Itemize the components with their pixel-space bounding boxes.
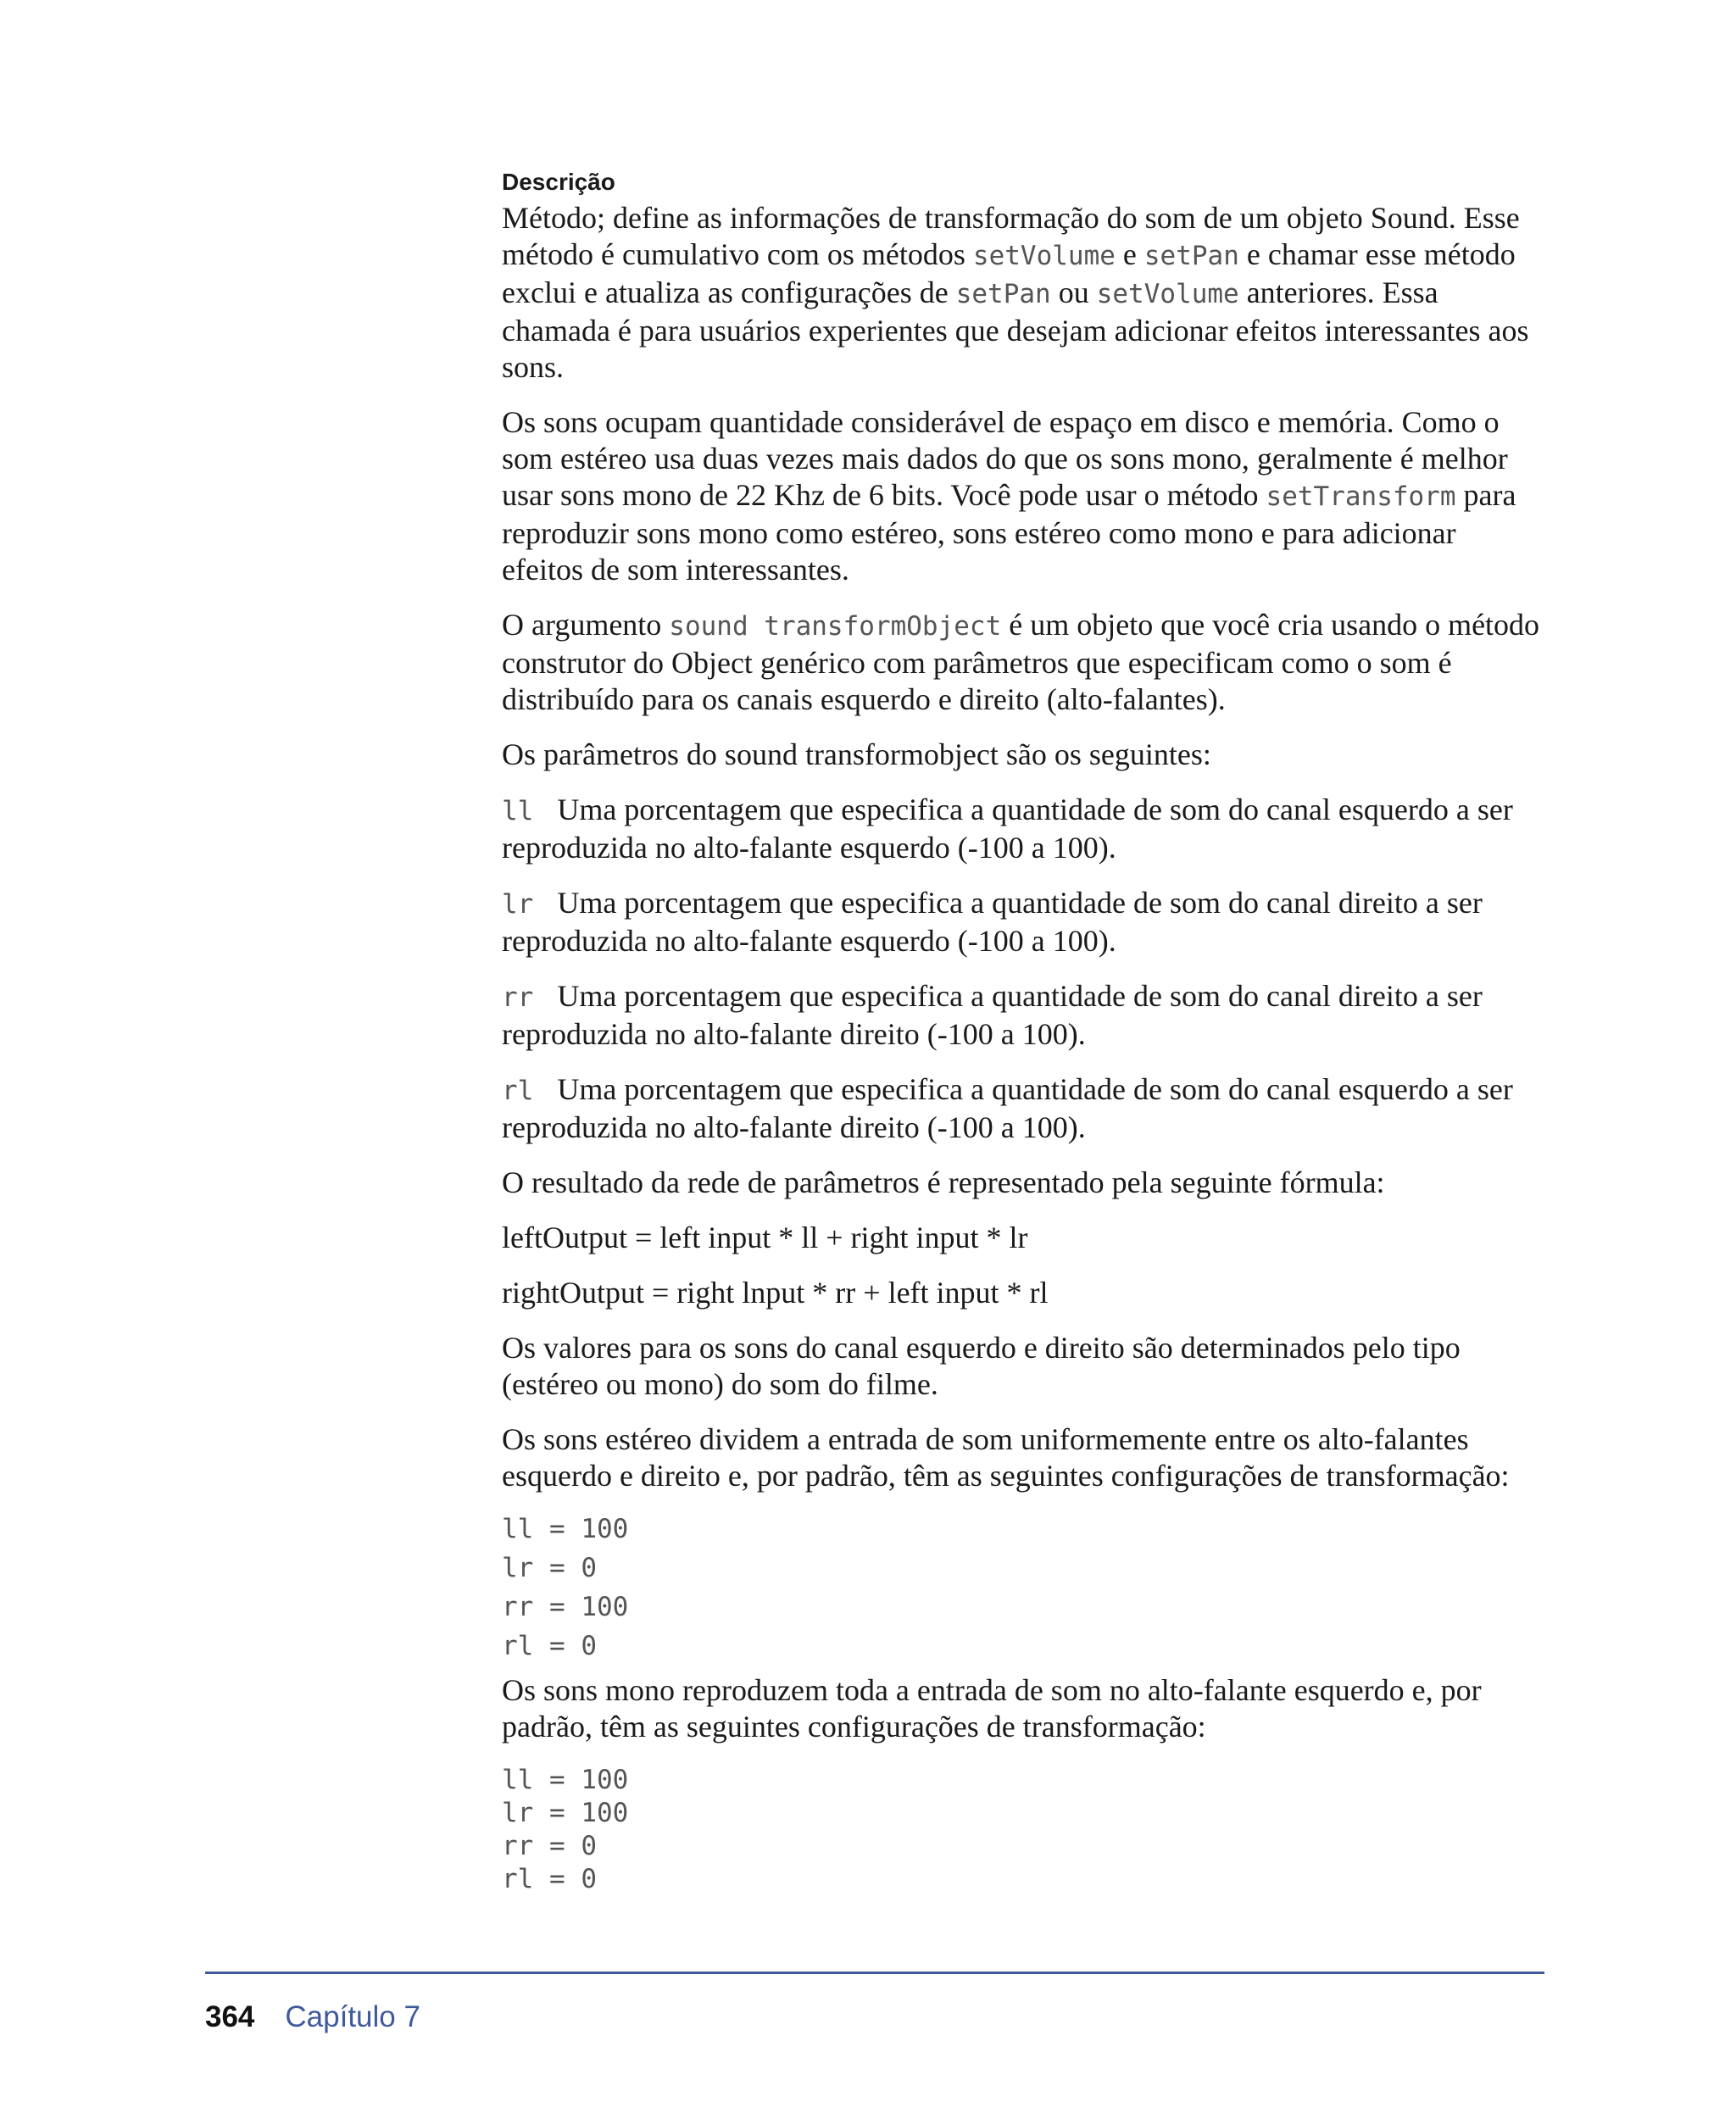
code-line: rr = 100 <box>502 1592 629 1622</box>
code-line: lr = 0 <box>502 1553 597 1583</box>
text: e <box>1115 237 1144 271</box>
param-text: Uma porcentagem que especifica a quantidade de som do canal direito a ser reproduzida no alto-falante direito (-100 a 100). <box>502 979 1483 1051</box>
text: ou <box>1050 275 1097 309</box>
param-rl <box>502 1071 1544 1146</box>
paragraph-parameters-intro: Os parâmetros do sound transformobject são os seguintes: <box>502 737 1211 771</box>
param-key: lr <box>502 889 534 920</box>
param-key: ll <box>502 796 534 826</box>
text: anteriores. Essa chamada é para usuários experientes que desejam adicionar efeitos interessantes aos sons. <box>502 275 1529 384</box>
page-content <box>502 168 1544 1896</box>
paragraph-method-description <box>502 200 1544 386</box>
param-ll <box>502 792 1544 866</box>
chapter-label: Capítulo 7 <box>285 2000 420 2033</box>
text: é um objeto que você cria usando o método construtor do Object genérico com parâmetros que especificam como o som é distribuído para os canais esquerdo e direito (alto-falantes). <box>502 608 1540 716</box>
code-setvolume: setVolume <box>1096 279 1239 309</box>
text: Método; define as informações de transformação do som de um objeto Sound. Esse método é cumulativo com os métodos <box>502 201 1520 271</box>
stereo-code-block <box>502 1513 1544 1662</box>
page-footer <box>205 2000 420 2034</box>
paragraph-mono: Os sons mono reproduzem toda a entrada de som no alto-falante esquerdo e, por padrão, têm as seguintes configurações de transformação: <box>502 1673 1482 1744</box>
paragraph-values: Os valores para os sons do canal esquerdo e direito são determinados pelo tipo (estéreo ou mono) do som do filme. <box>502 1331 1461 1401</box>
param-text: Uma porcentagem que especifica a quantidade de som do canal direito a ser reproduzida no alto-falante esquerdo (-100 a 100). <box>502 886 1483 958</box>
footer-divider <box>205 1972 1544 1974</box>
code-line: rr = 0 <box>502 1831 597 1861</box>
text: O argumento <box>502 608 670 642</box>
formula-right-output: rightOutput = right lnput * rr + left input * rl <box>502 1276 1049 1310</box>
code-line: ll = 100 <box>502 1765 629 1795</box>
param-lr <box>502 885 1544 959</box>
formula-left-output: leftOutput = left input * ll + right input * lr <box>502 1221 1028 1254</box>
code-setpan: setPan <box>1143 241 1239 271</box>
code-setvolume: setVolume <box>972 241 1116 271</box>
param-key: rr <box>502 982 534 1013</box>
code-setpan: setPan <box>955 279 1051 309</box>
mono-code-block <box>502 1764 1544 1896</box>
page-number: 364 <box>205 2000 255 2033</box>
code-line: ll = 100 <box>502 1514 629 1544</box>
param-text: Uma porcentagem que especifica a quantidade de som do canal esquerdo a ser reproduzida no alto-falante direito (-100 a 100). <box>502 1072 1513 1144</box>
code-line: rl = 0 <box>502 1864 597 1894</box>
code-line: rl = 0 <box>502 1631 597 1661</box>
code-line: lr = 100 <box>502 1798 629 1828</box>
paragraph-stereo: Os sons estéreo dividem a entrada de som uniformemente entre os alto-falantes esquerdo e direito e, por padrão, têm as seguintes configurações de transformação: <box>502 1422 1510 1493</box>
code-sound-transformobject: sound transformObject <box>669 611 1002 642</box>
code-settransform: setTransform <box>1266 481 1456 512</box>
text: e chamar esse método exclui e atualiza as configurações de <box>502 237 1516 309</box>
text: para reproduzir sons mono como estéreo, sons estéreo como mono e para adicionar efeitos de som interessantes. <box>502 478 1516 587</box>
param-text: Uma porcentagem que especifica a quantidade de som do canal esquerdo a ser reproduzida no alto-falante esquerdo (-100 a 100). <box>502 793 1513 865</box>
paragraph-sound-space <box>502 404 1544 588</box>
section-heading: Descrição <box>502 169 615 195</box>
param-rr <box>502 978 1544 1053</box>
paragraph-formula-intro: O resultado da rede de parâmetros é representado pela seguinte fórmula: <box>502 1165 1385 1199</box>
param-key: rl <box>502 1076 534 1106</box>
paragraph-argument <box>502 607 1544 718</box>
text: Os sons ocupam quantidade considerável de espaço em disco e memória. Como o som estéreo usa duas vezes mais dados do que os sons mono, geralmente é melhor usar sons mono de 22 Khz de 6 bits. Você pode usar o método <box>502 405 1508 512</box>
